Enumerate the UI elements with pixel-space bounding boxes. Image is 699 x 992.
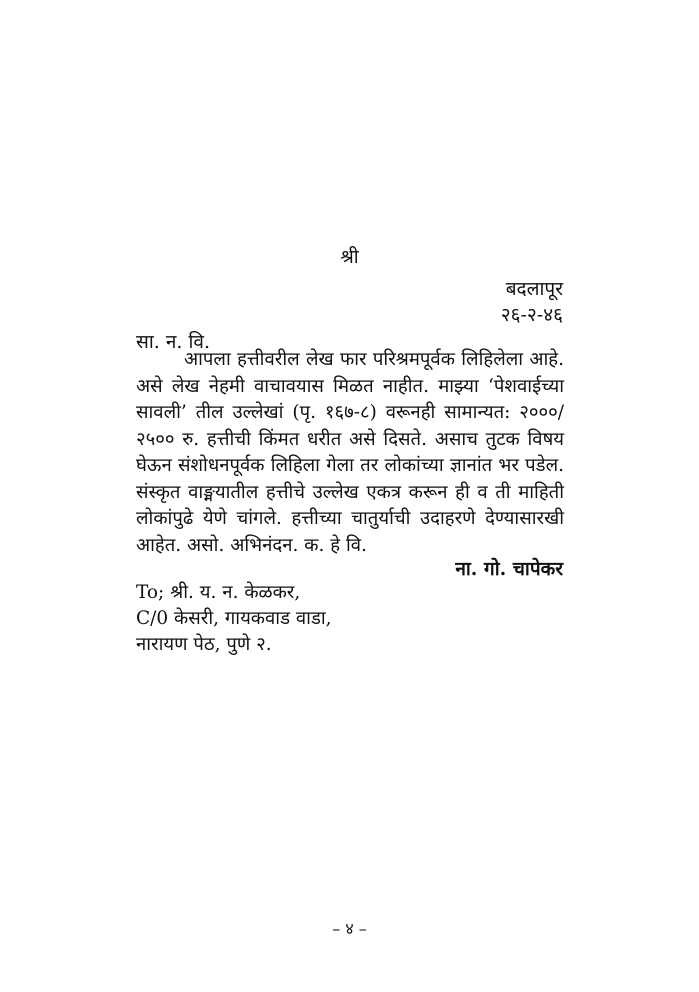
recipient-address <box>136 580 332 658</box>
address-line-3: नारायण पेठ, पुणे २. <box>136 634 272 655</box>
page-number: – ४ – <box>332 919 367 938</box>
letter-salutation: सा. न. वि. <box>136 331 210 353</box>
letter-invocation: श्री <box>340 246 359 268</box>
letter-place: बदलापूर <box>505 278 563 300</box>
letter-signature: ना. गो. चापेकर <box>455 558 563 580</box>
address-line-1: To; श्री. य. न. केळकर, <box>136 582 301 603</box>
letter-date: २६-२-४६ <box>500 304 563 326</box>
address-line-2: C/0 केसरी, गायकवाड वाडा, <box>136 608 332 629</box>
letter-body: आपला हत्तीवरील लेख फार परिश्रमपूर्वक लिहिलेला आहे. असे लेख नेहमी वाचावयास मिळत नाहीत. माझ्या ‘पेशवाईच्या सावली’ तील उल्लेखां (पृ. १६७-८) वरूनही सामान्यत: २०००/ २५०० रु. हत्तीची किंमत धरीत असे दिसते. असाच तुटक विषय घेऊन संशोधनपूर्वक लिहिला गेला तर लोकांच्या ज्ञानांत भर पडेल. संस्कृत वाङ्मयातील हत्तीचे उल्लेख एकत्र करून ही व ती माहिती लोकांपुढे येणे चांगले. हत्तीच्या चातुर्याची उदाहरणे देण्यासारखी आहेत. असो. अभिनंदन. क. हे वि. <box>136 349 564 556</box>
